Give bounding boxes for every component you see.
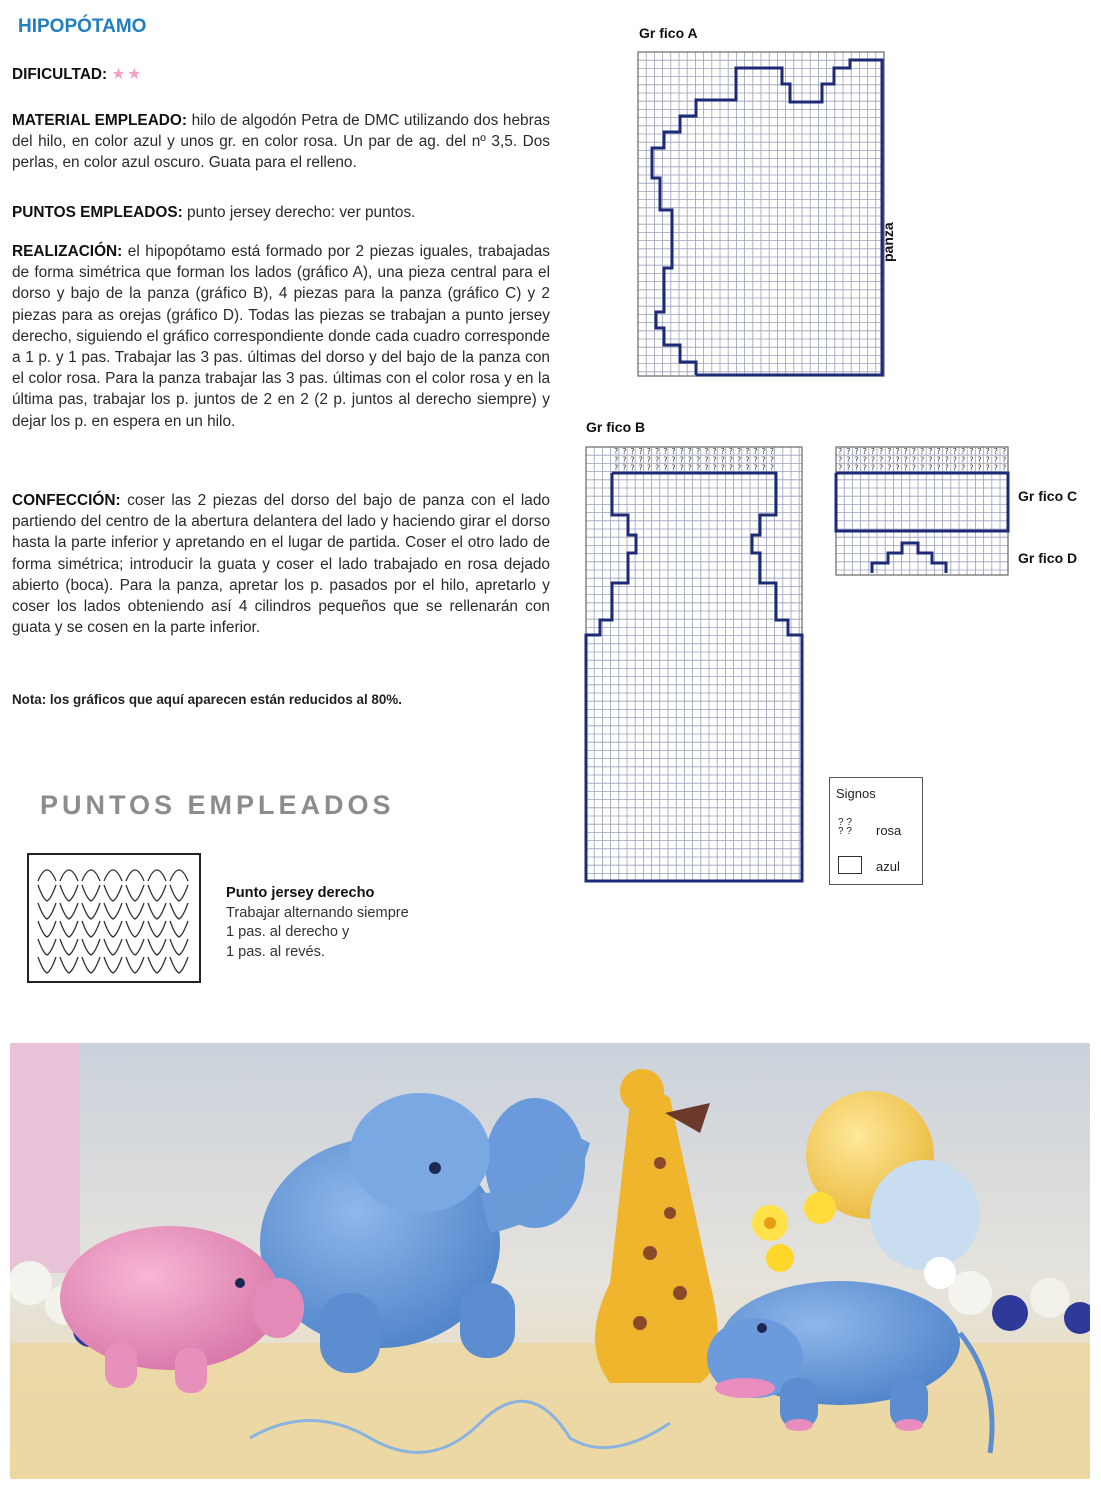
page-title: HIPOPÓTAMO	[18, 16, 147, 37]
svg-text:?: ?	[1002, 447, 1007, 457]
svg-text:?: ?	[961, 455, 966, 465]
confeccion-label: CONFECCIÓN:	[12, 492, 121, 509]
svg-text:?: ?	[646, 447, 652, 457]
legend-box	[829, 777, 923, 885]
svg-text:?: ?	[622, 455, 627, 465]
svg-text:?: ?	[961, 463, 966, 473]
confeccion-paragraph	[12, 490, 550, 638]
svg-text:?: ?	[622, 463, 627, 473]
svg-text:?: ?	[952, 447, 958, 457]
svg-text:?: ?	[879, 455, 884, 465]
svg-text:?: ?	[903, 463, 908, 473]
svg-text:?: ?	[704, 455, 709, 465]
svg-text:?: ?	[622, 447, 627, 457]
legend-azul-symbol	[838, 856, 862, 874]
svg-text:?: ?	[630, 455, 635, 465]
difficulty-stars: ★★	[111, 66, 144, 83]
svg-text:?: ?	[985, 455, 990, 465]
material-label: MATERIAL EMPLEADO:	[12, 112, 188, 129]
svg-text:?: ?	[936, 463, 941, 473]
svg-text:?: ?	[911, 455, 917, 465]
svg-text:?: ?	[614, 463, 619, 473]
svg-text:?: ?	[737, 447, 742, 457]
pink-wall-panel	[10, 1043, 80, 1273]
toys-photo	[10, 1043, 1090, 1479]
svg-text:?: ?	[687, 463, 693, 473]
svg-text:?: ?	[671, 463, 676, 473]
svg-text:?: ?	[952, 455, 958, 465]
svg-text:?: ?	[977, 447, 982, 457]
svg-text:?: ?	[903, 455, 908, 465]
svg-text:?: ?	[704, 463, 709, 473]
svg-text:?: ?	[728, 455, 734, 465]
svg-text:?: ?	[854, 463, 859, 473]
svg-text:?: ?	[854, 455, 859, 465]
chart-d-outline	[872, 543, 946, 573]
svg-text:?: ?	[671, 455, 676, 465]
svg-text:?: ?	[920, 463, 925, 473]
svg-text:?: ?	[838, 447, 843, 457]
chart-a-label: Gr fico A	[639, 25, 698, 41]
svg-text:?: ?	[687, 455, 693, 465]
svg-text:?: ?	[879, 447, 884, 457]
stitch-swatch-illustration	[27, 853, 201, 983]
svg-text:?: ?	[696, 447, 701, 457]
svg-text:?: ?	[655, 463, 660, 473]
svg-text:?: ?	[870, 447, 876, 457]
svg-text:?: ?	[846, 463, 851, 473]
blue-yarn-ball	[870, 1160, 980, 1270]
svg-text:?: ?	[761, 455, 766, 465]
svg-text:?: ?	[769, 455, 775, 465]
svg-text:?: ?	[663, 455, 668, 465]
svg-text:?: ?	[712, 463, 717, 473]
svg-text:?: ?	[870, 463, 876, 473]
svg-text:?: ?	[887, 455, 892, 465]
puntos-paragraph	[12, 202, 550, 223]
svg-text:?: ?	[720, 455, 725, 465]
svg-text:?: ?	[737, 455, 742, 465]
svg-text:?: ?	[920, 447, 925, 457]
svg-text:?: ?	[920, 455, 925, 465]
svg-text:?: ?	[895, 455, 900, 465]
svg-text:?: ?	[993, 463, 999, 473]
svg-text:?: ?	[614, 455, 619, 465]
svg-text:?: ?	[903, 447, 908, 457]
svg-text:?: ?	[696, 463, 701, 473]
svg-text:?: ?	[846, 455, 851, 465]
svg-text:?: ?	[993, 455, 999, 465]
svg-text:?: ?	[879, 463, 884, 473]
note: Nota: los gráficos que aquí aparecen están reducidos al 80%.	[12, 692, 402, 707]
legend-rosa-label: rosa	[876, 823, 902, 838]
svg-text:?: ?	[961, 447, 966, 457]
svg-text:?: ?	[720, 463, 725, 473]
svg-text:?: ?	[838, 455, 843, 465]
svg-text:?: ?	[887, 463, 892, 473]
svg-text:?: ?	[862, 455, 867, 465]
svg-text:?: ?	[753, 463, 758, 473]
material-paragraph	[12, 110, 550, 174]
svg-text:?: ?	[895, 447, 900, 457]
svg-text:?: ?	[720, 447, 725, 457]
chart-c-outline	[836, 473, 1008, 531]
chart-d-label: Gr fico D	[1018, 550, 1078, 566]
realizacion-text: el hipopótamo está formado por 2 piezas iguales, trabajadas de forma simétrica que forman los lados (gráfico A), una pieza central para el dorso y bajo de la panza (gráfico B), 4 piezas para la panza (gráfico C) y 2 piezas para as orejas (gráfico D). Todas las piezas se trabajan a punto jersey derecho, siguiendo el gráfico correspondiente donde cada cuadro corresponde a 1 p. y 1 pas. Trabajar las 3 pas. últimas del dorso y del bajo de la panza con el color rosa. Para la panza trabajar las 3 pas. últimas con el color rosa y en la última pas, trabajar los p. juntos de 2 en 2 (2 p. juntos al derecho siempre) y dejar los p. en espera en un hilo.	[12, 243, 550, 430]
svg-text:?: ?	[712, 455, 717, 465]
svg-text:?: ?	[728, 447, 734, 457]
chart-c-label: Gr fico C	[1018, 488, 1078, 504]
svg-text:?: ?	[671, 447, 676, 457]
svg-text:?: ?	[911, 447, 917, 457]
svg-text:?: ?	[630, 463, 635, 473]
svg-text:?: ?	[846, 447, 851, 457]
chart-a-cells	[638, 52, 884, 376]
svg-text:?: ?	[862, 447, 867, 457]
svg-text:?: ?	[944, 447, 949, 457]
svg-text:?: ?	[944, 463, 949, 473]
puntos-text: punto jersey derecho: ver puntos.	[182, 204, 416, 221]
svg-text:?: ?	[638, 463, 643, 473]
svg-text:?: ?	[870, 455, 876, 465]
svg-text:?: ?	[985, 447, 990, 457]
svg-text:?: ?	[663, 463, 668, 473]
svg-text:?: ?	[769, 447, 775, 457]
chart-b-cells	[586, 447, 802, 881]
svg-text:?: ?	[655, 455, 660, 465]
svg-text:?: ?	[728, 463, 734, 473]
svg-text:?: ?	[977, 455, 982, 465]
svg-text:?: ?	[679, 463, 684, 473]
svg-text:?: ?	[638, 455, 643, 465]
svg-text:?: ?	[1002, 463, 1007, 473]
svg-text:?: ?	[630, 447, 635, 457]
svg-text:?: ?	[646, 463, 652, 473]
svg-text:?: ?	[712, 447, 717, 457]
svg-text:?: ?	[769, 463, 775, 473]
svg-text:?: ?	[952, 463, 958, 473]
svg-text:?: ?	[862, 463, 867, 473]
chart-a-grid	[636, 50, 886, 378]
stitch-section-heading: PUNTOS EMPLEADOS	[40, 790, 395, 820]
chart-a-side-label: panza	[880, 222, 896, 262]
svg-text:?: ?	[928, 447, 933, 457]
swatch-line-1: Trabajar alternando siempre	[226, 904, 409, 921]
svg-text:?: ?	[928, 463, 933, 473]
svg-text:?: ?	[928, 455, 933, 465]
difficulty-label: DIFICULTAD:	[12, 66, 108, 83]
svg-text:?: ?	[614, 447, 619, 457]
difficulty-line	[12, 64, 550, 85]
material-text: hilo de algodón Petra de DMC utilizando dos hebras del hilo, en color azul y unos gr. en color rosa. Un par de ag. del nº 3,5. Dos perlas, en color azul oscuro. Guata para el relleno.	[12, 112, 550, 172]
svg-text:?: ?	[687, 447, 693, 457]
svg-text:?: ?	[655, 447, 660, 457]
svg-text:?: ?	[993, 447, 999, 457]
svg-text:?: ?	[911, 463, 917, 473]
svg-text:?: ?	[969, 447, 974, 457]
svg-text:?: ?	[745, 447, 750, 457]
swatch-line-2: 1 pas. al derecho y	[226, 924, 350, 940]
svg-text:?: ?	[969, 463, 974, 473]
svg-text:?: ?	[679, 447, 684, 457]
svg-text:?: ?	[887, 447, 892, 457]
svg-text:?: ?	[895, 463, 900, 473]
swatch-line-3: 1 pas. al revés.	[226, 943, 325, 960]
svg-text:?: ?	[704, 447, 709, 457]
svg-text:?: ?	[696, 455, 701, 465]
chart-cd-grid	[834, 445, 1010, 577]
svg-text:?: ?	[936, 447, 941, 457]
realizacion-paragraph	[12, 241, 550, 432]
svg-text:?: ?	[944, 455, 949, 465]
chart-b-grid	[584, 445, 804, 883]
puntos-label: PUNTOS EMPLEADOS:	[12, 204, 183, 221]
svg-text:?: ?	[745, 455, 750, 465]
legend-azul-label: azul	[876, 859, 900, 874]
svg-text:?: ?	[737, 463, 742, 473]
svg-text:?: ?	[638, 447, 643, 457]
chart-b-label: Gr fico B	[586, 419, 646, 435]
svg-text:?: ?	[761, 447, 766, 457]
svg-text:?: ?	[745, 463, 750, 473]
svg-text:?: ?	[838, 463, 843, 473]
realizacion-label: REALIZACIÓN:	[12, 243, 123, 260]
chart-c-rosa-marks	[838, 447, 1006, 472]
swatch-description	[226, 884, 409, 962]
svg-text:?: ?	[663, 447, 668, 457]
confeccion-text: coser las 2 piezas del dorso del bajo de panza con el lado partiendo del centro de la abertura delantera del lado y haciendo girar el dorso hasta la parte inferior y apretando en el lugar de partida. Coser el otro lado de forma simétrica; introducir la guata y coser el lado trabajado en rosa dejado abierto (boca). Para la panza, apretar los p. pasados por el hilo, apretarlo y coser los lados obteniendo así 4 cilindros pequeños que se rellenarán con guata y se cosen en la parte inferior.	[12, 492, 550, 637]
svg-text:?: ?	[985, 463, 990, 473]
svg-text:?: ?	[646, 455, 652, 465]
chart-a-outline	[652, 60, 882, 375]
svg-text:?: ?	[854, 447, 859, 457]
svg-text:?: ?	[753, 455, 758, 465]
swatch-name: Punto jersey derecho	[226, 885, 375, 901]
legend-rosa-symbol: ? ? ? ?	[838, 817, 852, 837]
svg-text:?: ?	[977, 463, 982, 473]
legend-title: Signos	[836, 786, 876, 801]
svg-text:?: ?	[1002, 455, 1007, 465]
svg-text:?: ?	[679, 455, 684, 465]
svg-text:?: ?	[753, 447, 758, 457]
svg-text:?: ?	[761, 463, 766, 473]
svg-text:?: ?	[969, 455, 974, 465]
svg-text:?: ?	[936, 455, 941, 465]
